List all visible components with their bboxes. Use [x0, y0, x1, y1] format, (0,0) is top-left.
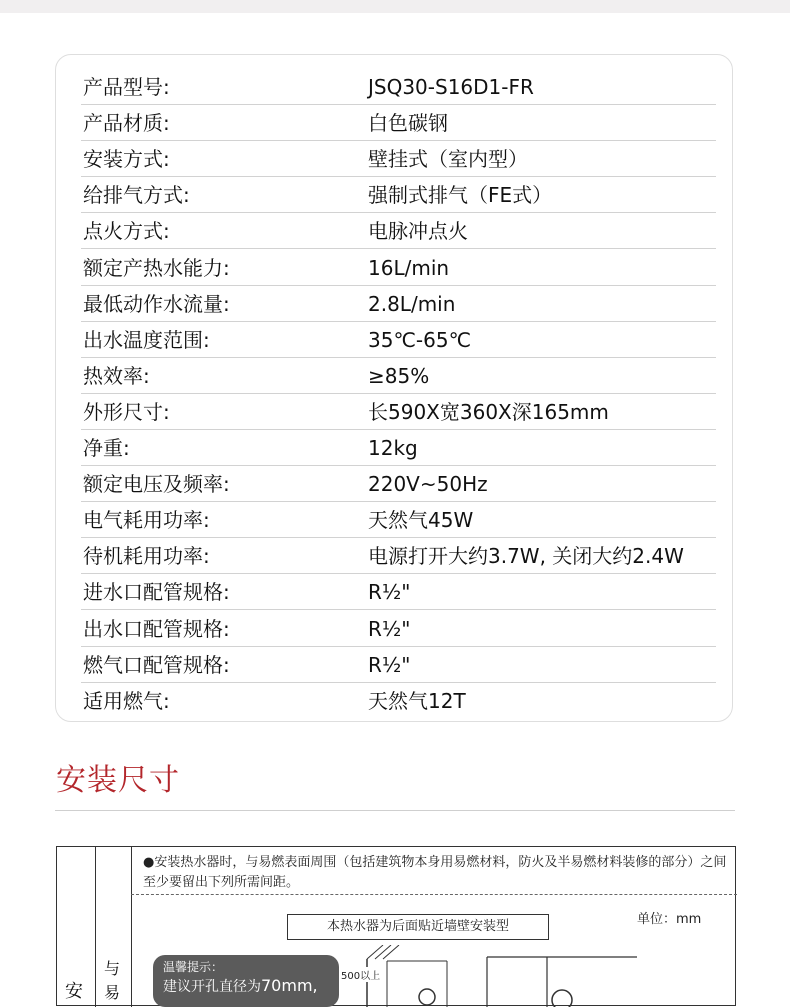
- spec-row: [81, 611, 716, 647]
- spec-row: [81, 466, 716, 502]
- spec-value: 电脉冲点火: [368, 219, 468, 244]
- spec-label: 出水温度范围:: [83, 327, 210, 352]
- spec-row: [81, 574, 716, 610]
- mount-type-label: 本热水器为后面贴近墙壁安装型: [287, 914, 549, 940]
- spec-value: 220V~50Hz: [368, 472, 488, 497]
- spec-row: [81, 141, 716, 177]
- tip-title: 温馨提示：: [163, 960, 224, 974]
- spec-value: 白色碳钢: [368, 111, 448, 136]
- spec-label: 适用燃气:: [83, 688, 170, 713]
- install-diagram: [56, 846, 736, 1006]
- dashed-divider: [131, 894, 737, 895]
- tip-body: [163, 975, 329, 998]
- spec-row: [81, 250, 716, 286]
- column-divider: [95, 847, 96, 1007]
- spec-label: 给排气方式:: [83, 183, 190, 208]
- tip-body-text: 建议开孔直径为: [163, 979, 261, 995]
- spec-label: 燃气口配管规格:: [83, 652, 230, 677]
- spec-value: JSQ30-S16D1-FR: [368, 75, 534, 99]
- spec-value: 12kg: [368, 436, 418, 460]
- side-label-install: 安: [65, 981, 83, 1002]
- section-title: 安装尺寸: [56, 763, 180, 798]
- spec-label: 产品材质:: [83, 111, 170, 136]
- spec-table: [55, 54, 733, 722]
- column-divider: [131, 847, 132, 1007]
- spec-value: 壁挂式（室内型）: [368, 147, 528, 172]
- spec-label: 额定产热水能力:: [83, 255, 230, 280]
- spec-value: ≥85%: [368, 363, 430, 388]
- spec-value: 2.8L/min: [368, 291, 456, 316]
- spec-label: 最低动作水流量:: [83, 291, 230, 316]
- spec-value: 16L/min: [368, 255, 450, 280]
- spec-row: [81, 430, 716, 466]
- spec-row: [81, 502, 716, 538]
- spec-row: [81, 538, 716, 574]
- spec-row: [81, 177, 716, 213]
- install-note: ●安装热水器时，与易燃表面周围（包括建筑物本身用易燃材料，防火及半易燃材料装修的部分）之间至少要留出下列所需间距。: [143, 855, 727, 890]
- top-band: [0, 0, 790, 13]
- clearance-dimension: 500以上: [340, 967, 381, 982]
- spec-label: 电气耗用功率:: [83, 508, 210, 533]
- spec-value: 天然气45W: [368, 508, 474, 533]
- spec-value: 电源打开大约3.7W, 关闭大约2.4W: [368, 544, 684, 569]
- spec-label: 净重:: [83, 436, 130, 460]
- side-label-flammable: 与易: [104, 959, 121, 1002]
- spec-label: 热效率:: [83, 363, 150, 388]
- spec-row: [81, 394, 716, 430]
- spec-label: 额定电压及频率:: [83, 472, 230, 497]
- spec-label: 出水口配管规格:: [83, 616, 230, 641]
- spec-row: [81, 683, 716, 719]
- spec-row: [81, 105, 716, 141]
- tip-bubble: [153, 955, 339, 1007]
- spec-row: [81, 322, 716, 358]
- spec-value: R½": [368, 616, 411, 641]
- spec-row: [81, 286, 716, 322]
- spec-row: [81, 213, 716, 249]
- spec-value: R½": [368, 580, 411, 605]
- spec-label: 外形尺寸:: [83, 399, 170, 424]
- section-divider: [55, 810, 735, 811]
- spec-value: 35℃-65℃: [368, 327, 472, 352]
- spec-label: 进水口配管规格:: [83, 580, 230, 605]
- spec-row: [81, 358, 716, 394]
- spec-row: [81, 69, 716, 105]
- spec-value: 强制式排气（FE式）: [368, 183, 553, 208]
- spec-label: 点火方式:: [83, 219, 170, 244]
- spec-label: 待机耗用功率:: [83, 544, 210, 569]
- tip-body-value: 70mm,: [261, 976, 318, 995]
- spec-value: 天然气12T: [368, 688, 466, 713]
- unit-label: 单位：mm: [637, 912, 702, 927]
- spec-value: 长590X宽360X深165mm: [368, 399, 609, 424]
- spec-row: [81, 647, 716, 683]
- spec-value: R½": [368, 652, 411, 677]
- spec-label: 产品型号:: [83, 75, 170, 99]
- spec-label: 安装方式:: [83, 147, 170, 172]
